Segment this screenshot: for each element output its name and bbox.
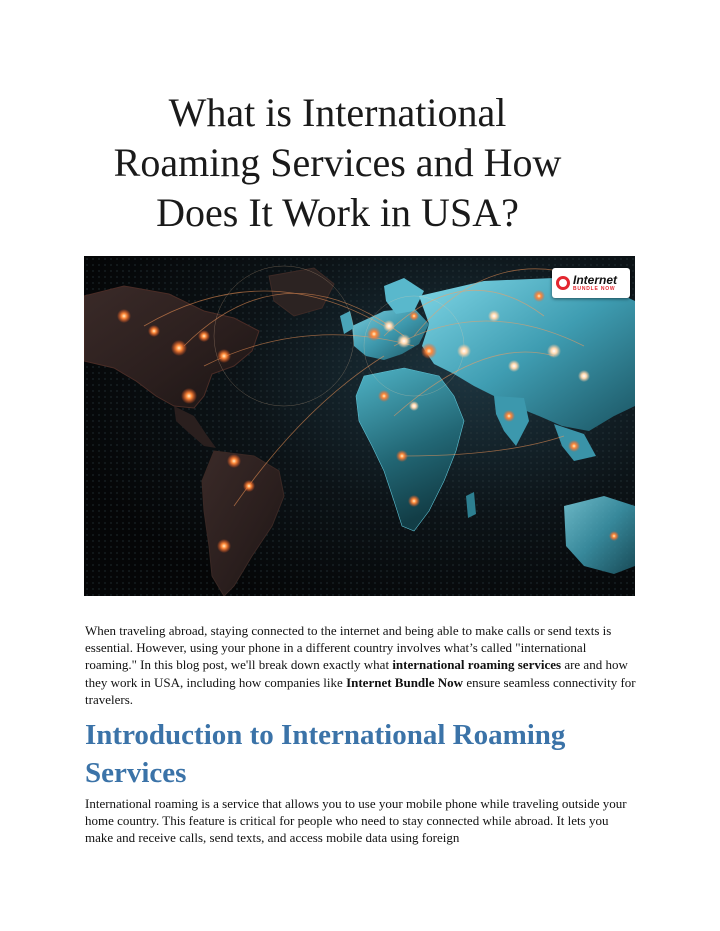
hero-world-map-image — [84, 256, 635, 596]
logo-wordmark: Internet — [573, 273, 618, 287]
title-line-3: Does It Work in USA? — [156, 190, 519, 235]
intro-text-3: ensure seamless connectivity for travelers. — [85, 674, 636, 707]
page-title — [60, 88, 615, 238]
logo-ring-icon — [556, 276, 570, 290]
intro-bold-internet-bundle-now: Internet Bundle Now — [346, 674, 464, 690]
section-body-paragraph: International roaming is a service that allows you to use your mobile phone while traveling outside your home country. This feature is critical for people who need to stay connected while abroad. It lets you make and receive calls, send texts, and access mobile data using foreign — [85, 796, 627, 846]
logo-subtext: BUNDLE NOW — [573, 286, 616, 292]
title-line-2: Roaming Services and How — [113, 140, 562, 185]
internet-bundle-now-logo — [552, 268, 630, 298]
intro-paragraph — [85, 622, 637, 708]
intro-text-2: are and how they work in USA, including how companies like — [85, 657, 628, 690]
section-heading: Introduction to International Roaming Services — [85, 719, 566, 789]
title-line-1: What is International — [168, 90, 507, 135]
intro-text-1: When traveling abroad, staying connected to the internet and being able to make calls or send texts is essential. However, using your phone in a different country involves what’s called "international roaming." In this blog post, we'll break down exactly what — [85, 623, 612, 673]
intro-bold-roaming-services: international roaming services — [392, 657, 562, 673]
world-map-illustration — [84, 256, 635, 596]
